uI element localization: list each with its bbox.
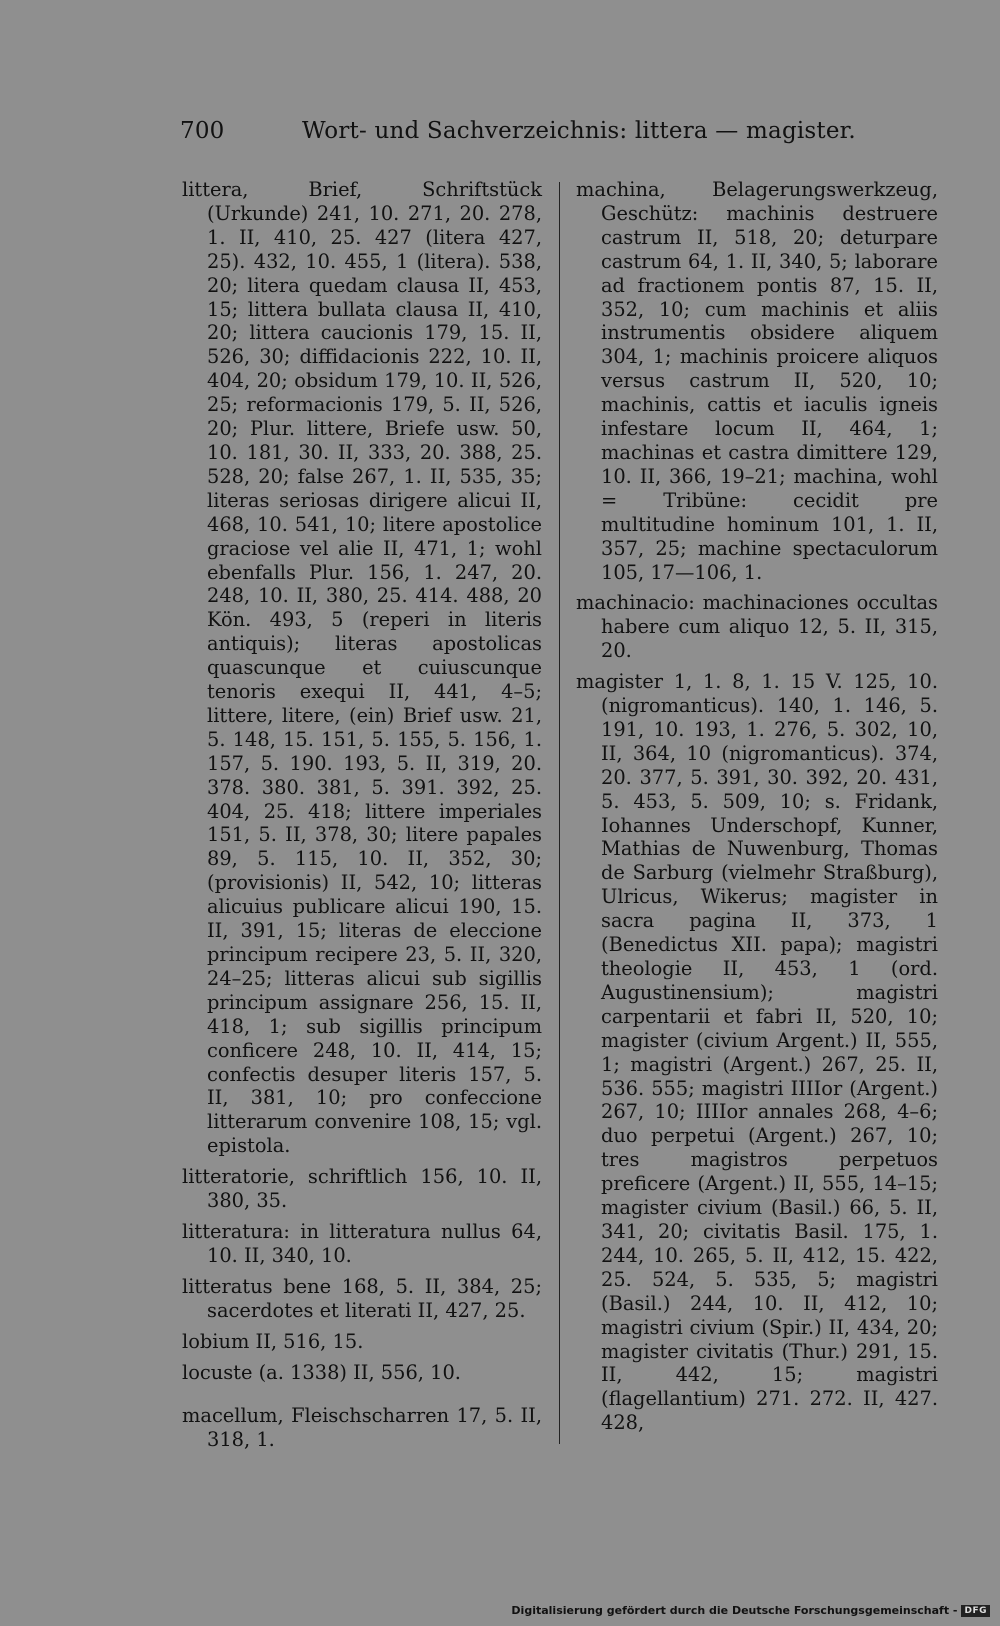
index-entry-littera: littera, Brief, Schriftstück (Urkunde) 241, 10. 271, 20. 278, 1. II, 410, 25. 427 (litera 427, 25). 432, 10. 455, 1 (litera). 538, 20; litera quedam clausa II, 453, 15; littera bullata clausa II, 410, 20; littera caucionis 179, 15. II, 526, 30; diffidacionis 222, 10. II, 404, 20; obsidum 179, 10. II, 526, 25; reformacionis 179, 5. II, 526, 20; Plur. littere, Briefe usw. 50, 10. 181, 30. II, 333, 20. 388, 25. 528, 20; false 267, 1. II, 535, 35; literas seriosas dirigere alicui II, 468, 10. 541, 10; litere apostolice graciose vel alie II, 471, 1; wohl ebenfalls Plur. 156, 1. 247, 20. 248, 10. II, 380, 25. 414. 488, 20 Kön. 493, 5 (reperi in literis antiquis); literas apostolicas quascunque et cuiuscunque tenoris exequi II, 441, 4–5; littere, litere, (ein) Brief usw. 21, 5. 148, 15. 151, 5. 155, 5. 156, 1. 157, 5. 190. 193, 5. II, 319, 20. 378. 380. 381, 5. 391. 392, 25. 404, 25. 418; littere imperiales 151, 5. II, 378, 30; litere papales 89, 5. 115, 10. II, 352, 30; (provisionis) II, 542, 10; litteras alicuius publicare alicui 190, 15. II, 391, 15; literas de eleccione principum recipere 23, 5. II, 320, 24–25; litteras alicui sub sigillis principum assignare 256, 15. II, 418, 1; sub sigillis principum conficere 248, 10. II, 414, 15; confectis desuper literis 157, 5. II, 381, 10; pro confeccione litterarum convenire 108, 15; vgl. epistola. — [182, 178, 542, 1158]
index-entry-magister: magister 1, 1. 8, 1. 15 V. 125, 10. (nigromanticus). 140, 1. 146, 5. 191, 10. 193, 1. 276, 5. 302, 10, II, 364, 10 (nigromanticus). 374, 20. 377, 5. 391, 30. 392, 20. 431, 5. 453, 5. 509, 10; s. Fridank, Iohannes Underschopf, Kunner, Mathias de Nuwenburg, Thomas de Sarburg (vielmehr Straßburg), Ulricus, Wikerus; magister in sacra pagina II, 373, 1 (Benedictus XII. papa); magistri theologie II, 453, 1 (ord. Augustinensium); magistri carpentarii et fabri II, 520, 10; magister (civium Argent.) II, 555, 1; magistri (Argent.) 267, 25. II, 536. 555; magistri IIIIor (Argent.) 267, 10; IIIIor annales 268, 4–6; duo perpetui (Argent.) 267, 10; tres magistros perpetuos preficere (Argent.) II, 555, 14–15; magister civium (Basil.) 66, 5. II, 341, 20; civitatis Basil. 175, 1. 244, 10. 265, 5. II, 412, 15. 422, 25. 524, 5. 535, 5; magistri (Basil.) 244, 10. II, 412, 10; magistri civium (Spir.) II, 434, 20; magister civitatis (Thur.) 291, 15. II, 442, 15; magistri (flagellantium) 271. 272. II, 427. 428, — [576, 670, 938, 1435]
dfg-credit-text: Digitalisierung gefördert durch die Deutsche Forschungsgemeinschaft - — [511, 1604, 958, 1617]
running-title: Wort- und Sachverzeichnis: littera — magister. — [302, 118, 856, 144]
index-entry-macellum: macellum, Fleischscharren 17, 5. II, 318, 1. — [182, 1404, 542, 1452]
page-header — [180, 118, 856, 152]
index-entry-machinacio: machinacio: machinaciones occultas habere cum aliquo 12, 5. II, 315, 20. — [576, 591, 938, 663]
digitization-footer — [511, 1604, 990, 1617]
index-entry-litteratus: litteratus bene 168, 5. II, 384, 25; sacerdotes et literati II, 427, 25. — [182, 1274, 542, 1322]
dfg-logo: DFG — [961, 1605, 990, 1617]
index-entry-litteratorie: litteratorie, schriftlich 156, 10. II, 380, 35. — [182, 1165, 542, 1213]
right-column — [576, 178, 938, 1442]
index-entry-machina: machina, Belagerungswerkzeug, Geschütz: machinis destruere castrum II, 518, 20; deturpare castrum 64, 1. II, 340, 5; laborare ad fractionem pontis 87, 15. II, 352, 10; cum machinis et aliis instrumentis obsidere aliquem 304, 1; machinis proicere aliquos versus castrum II, 520, 10; machinis, cattis et iaculis igneis infestare locum II, 464, 1; machinas et castra dimittere 129, 10. II, 366, 19–21; machina, wohl = Tribüne: cecidit pre multitudine hominum 101, 1. II, 357, 25; machine spectaculorum 105, 17—106, 1. — [576, 178, 938, 584]
index-entry-lobium: lobium II, 516, 15. — [182, 1329, 364, 1353]
left-column — [182, 178, 542, 1459]
page-number: 700 — [180, 118, 225, 144]
column-divider — [559, 182, 560, 1444]
index-entry-litteratura: litteratura: in litteratura nullus 64, 10. II, 340, 10. — [182, 1219, 542, 1267]
index-entry-locuste: locuste (a. 1338) II, 556, 10. — [182, 1360, 461, 1384]
